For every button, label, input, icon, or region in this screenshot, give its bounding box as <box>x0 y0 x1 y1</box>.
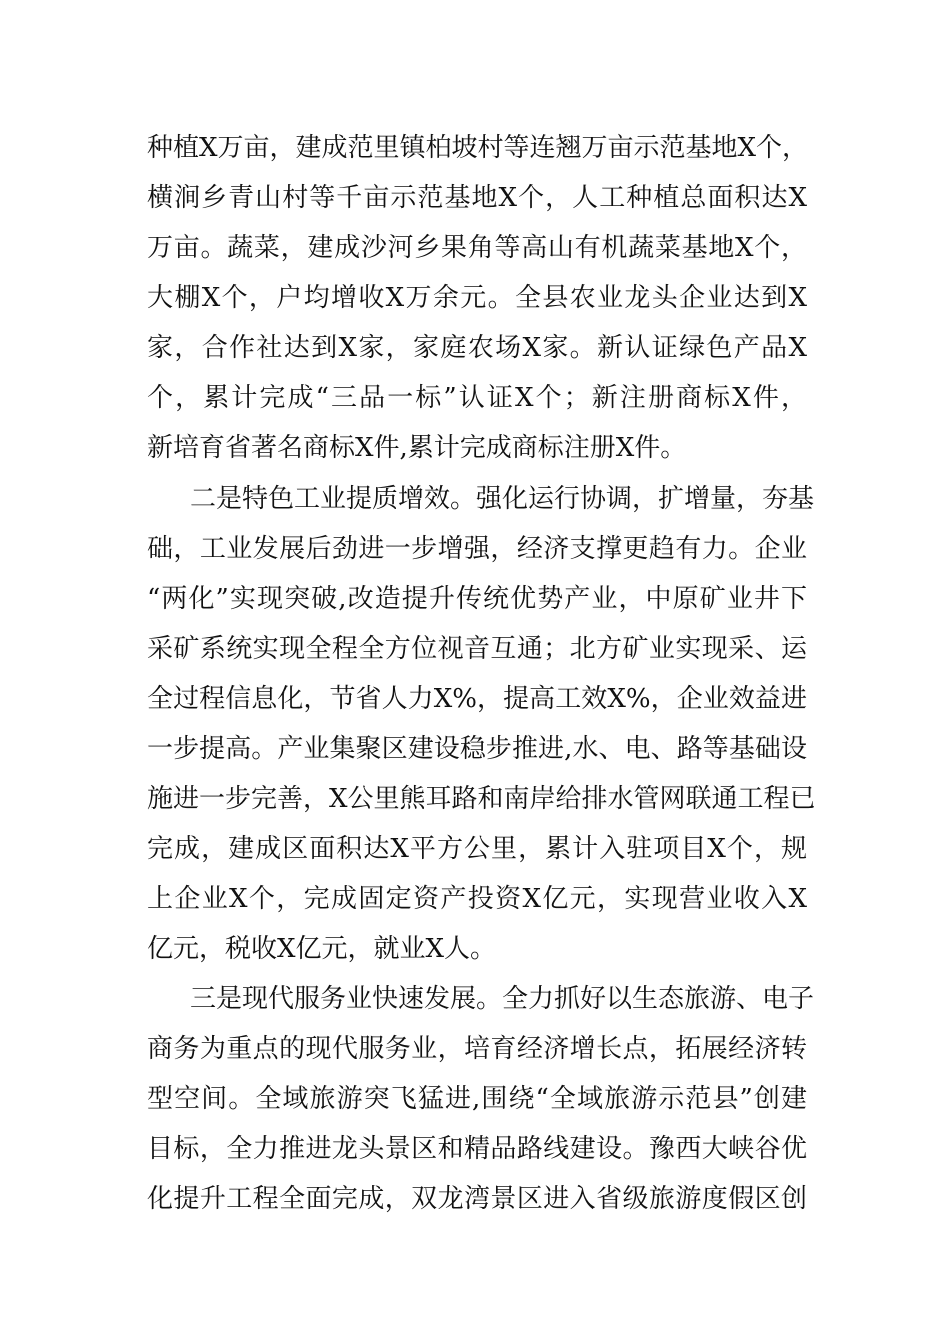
text-line: 三是现代服务业快速发展。全力抓好以生态旅游、电子 <box>190 984 815 1014</box>
text-line: 万亩。蔬菜，建成沙河乡果角等高山有机蔬菜基地X个， <box>147 233 807 263</box>
text-line: 施进一步完善，X公里熊耳路和南岸给排水管网联通工程已 <box>147 784 816 814</box>
text-line: 目标，全力推进龙头景区和精品路线建设。豫西大峡谷优 <box>147 1134 807 1164</box>
text-line: 二是特色工业提质增效。强化运行协调，扩增量，夯基 <box>190 484 815 514</box>
text-line: 大棚X个，户均增收X万余元。全县农业龙头企业达到X <box>147 283 807 313</box>
text-line: “两化”实现突破,改造提升传统优势产业，中原矿业井下 <box>147 584 807 614</box>
text-line: 个，累计完成“三品一标”认证X个；新注册商标X件， <box>147 383 807 413</box>
text-line: 化提升工程全面完成，双龙湾景区进入省级旅游度假区创 <box>147 1184 807 1214</box>
text-line: 商务为重点的现代服务业，培育经济增长点，拓展经济转 <box>147 1034 807 1064</box>
text-line: 型空间。全域旅游突飞猛进,围绕“全域旅游示范县”创建 <box>147 1084 807 1114</box>
text-line: 采矿系统实现全程全方位视音互通；北方矿业实现采、运 <box>147 634 807 664</box>
text-line: 种植X万亩，建成范里镇柏坡村等连翘万亩示范基地X个， <box>147 133 809 163</box>
text-line: 横涧乡青山村等千亩示范基地X个，人工种植总面积达X <box>147 183 807 213</box>
text-line: 全过程信息化，节省人力X%，提高工效X%，企业效益进 <box>147 684 807 714</box>
text-line: 完成，建成区面积达X平方公里，累计入驻项目X个，规 <box>147 834 807 864</box>
text-line: 础，工业发展后劲进一步增强，经济支撑更趋有力。企业 <box>147 534 807 564</box>
text-line: 家，合作社达到X家，家庭农场X家。新认证绿色产品X <box>147 333 807 363</box>
text-line: 一步提高。产业集聚区建设稳步推进,水、电、路等基础设 <box>147 734 807 764</box>
text-line: 新培育省著名商标X件,累计完成商标注册X件。 <box>147 433 687 463</box>
text-line: 上企业X个，完成固定资产投资X亿元，实现营业收入X <box>147 884 807 914</box>
text-line: 亿元，税收X亿元，就业X人。 <box>147 934 497 964</box>
